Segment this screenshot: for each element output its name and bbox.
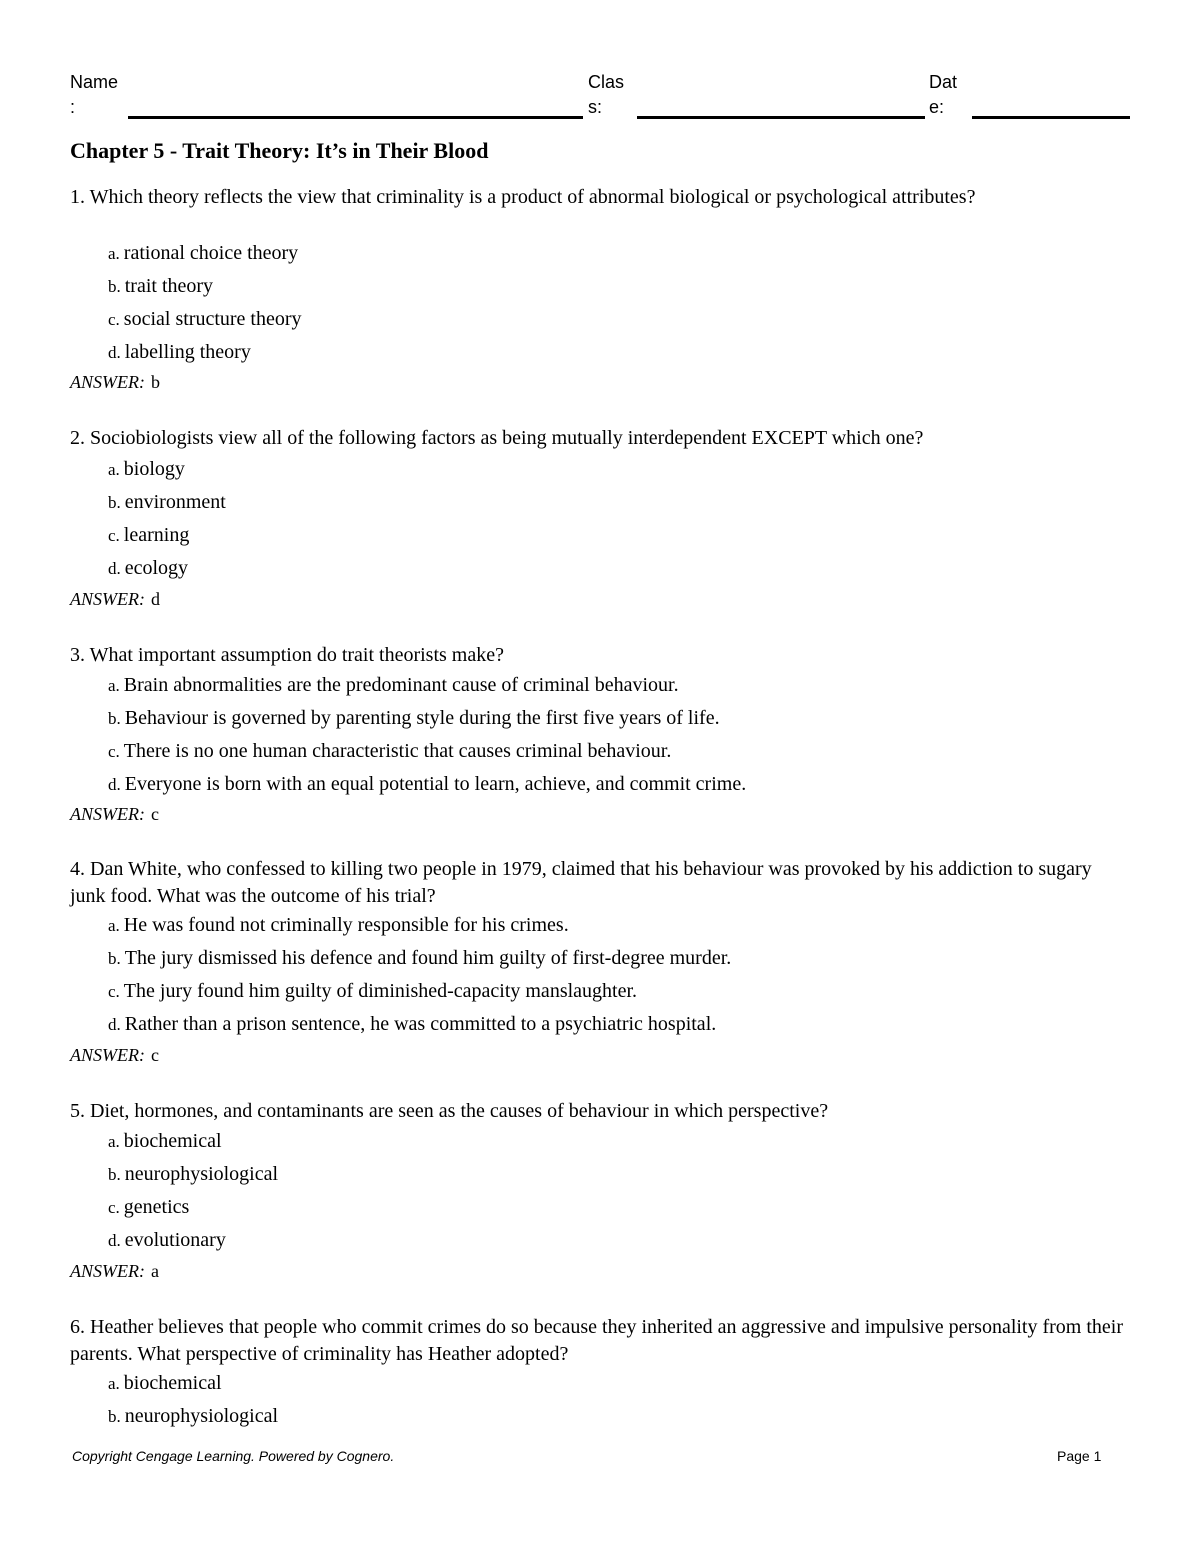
- date-label: Dat: [929, 72, 958, 92]
- option-letter: a.: [108, 244, 120, 263]
- option-text: biology: [123, 458, 185, 480]
- option-letter: a.: [108, 916, 120, 935]
- option-letter: d.: [108, 1231, 121, 1250]
- option-letter: b.: [108, 709, 121, 728]
- answer-label: ANSWER:: [70, 372, 145, 392]
- question-text: Heather believes that people who commit crimes do so because they inherited an aggressive and impulsive personality from their parents. What perspective of criminality has Heather adopted?: [70, 1316, 1124, 1365]
- option-text: Rather than a prison sentence, he was committed to a psychiatric hospital.: [124, 1013, 717, 1035]
- question-3-options: [108, 671, 746, 803]
- option-text: genetics: [123, 1196, 190, 1218]
- option-text: environment: [124, 491, 226, 513]
- option-d[interactable]: [108, 338, 302, 371]
- question-4: [70, 856, 1130, 910]
- option-text: Brain abnormalities are the predominant cause of criminal behaviour.: [123, 674, 679, 696]
- date-field-line[interactable]: [972, 116, 1130, 119]
- answer-value: c: [150, 804, 159, 824]
- question-6-options: [108, 1369, 278, 1435]
- option-a[interactable]: [108, 1369, 278, 1402]
- option-d[interactable]: [108, 770, 746, 803]
- option-letter: c.: [108, 982, 120, 1001]
- name-field-line[interactable]: [128, 116, 583, 119]
- option-text: evolutionary: [124, 1229, 226, 1251]
- option-text: labelling theory: [124, 341, 251, 363]
- option-text: biochemical: [123, 1372, 222, 1394]
- option-text: There is no one human characteristic that causes criminal behaviour.: [123, 740, 672, 762]
- option-letter: a.: [108, 460, 120, 479]
- option-letter: d.: [108, 1015, 121, 1034]
- option-c[interactable]: [108, 1193, 278, 1226]
- answer-value: d: [150, 589, 160, 609]
- option-b[interactable]: [108, 944, 731, 977]
- option-letter: b.: [108, 1407, 121, 1426]
- question-3: [70, 642, 1130, 669]
- option-text: Behaviour is governed by parenting style during the first five years of life.: [124, 707, 720, 729]
- name-label-colon: :: [70, 97, 76, 117]
- question-number: 5.: [70, 1100, 85, 1122]
- footer-page-number: Page 1: [1057, 1448, 1102, 1464]
- name-label: Name: [70, 72, 119, 92]
- answer-2: [70, 589, 160, 610]
- date-label-suffix: e:: [929, 97, 945, 117]
- question-4-options: [108, 911, 731, 1043]
- option-text: biochemical: [123, 1130, 222, 1152]
- option-c[interactable]: [108, 977, 731, 1010]
- question-text: Diet, hormones, and contaminants are seen as the causes of behaviour in which perspective?: [90, 1100, 829, 1122]
- option-letter: b.: [108, 277, 121, 296]
- question-number: 1.: [70, 186, 85, 208]
- answer-value: a: [150, 1261, 159, 1281]
- answer-5: [70, 1261, 159, 1282]
- option-letter: c.: [108, 310, 120, 329]
- question-number: 3.: [70, 644, 85, 666]
- option-c[interactable]: [108, 305, 302, 338]
- answer-label: ANSWER:: [70, 1261, 145, 1281]
- option-letter: d.: [108, 775, 121, 794]
- option-text: trait theory: [124, 275, 214, 297]
- option-c[interactable]: [108, 737, 746, 770]
- answer-4: [70, 1045, 159, 1066]
- question-1-options: [108, 239, 302, 371]
- question-number: 6.: [70, 1316, 85, 1338]
- question-1: [70, 184, 1130, 211]
- question-text: Dan White, who confessed to killing two people in 1979, claimed that his behaviour was provoked by his addiction to sugary junk food. What was the outcome of his trial?: [70, 858, 1092, 907]
- option-letter: d.: [108, 343, 121, 362]
- option-b[interactable]: [108, 272, 302, 305]
- page-title: Chapter 5 - Trait Theory: It’s in Their Blood: [70, 138, 489, 163]
- option-a[interactable]: [108, 455, 226, 488]
- option-d[interactable]: [108, 554, 226, 587]
- option-d[interactable]: [108, 1010, 731, 1043]
- option-text: rational choice theory: [123, 242, 299, 264]
- option-text: The jury found him guilty of diminished-capacity manslaughter.: [123, 980, 638, 1002]
- answer-value: b: [150, 372, 160, 392]
- option-a[interactable]: [108, 671, 746, 704]
- option-b[interactable]: [108, 704, 746, 737]
- option-c[interactable]: [108, 521, 226, 554]
- question-text: Sociobiologists view all of the following factors as being mutually interdependent EXCEPT which one?: [90, 427, 924, 449]
- option-letter: c.: [108, 742, 120, 761]
- option-letter: a.: [108, 1132, 120, 1151]
- option-text: Everyone is born with an equal potential to learn, achieve, and commit crime.: [124, 773, 747, 795]
- option-text: social structure theory: [123, 308, 302, 330]
- question-text: Which theory reflects the view that criminality is a product of abnormal biological or psychological attributes?: [89, 186, 976, 208]
- option-letter: c.: [108, 1198, 120, 1217]
- answer-label: ANSWER:: [70, 804, 145, 824]
- option-text: learning: [123, 524, 190, 546]
- option-a[interactable]: [108, 239, 302, 272]
- option-text: He was found not criminally responsible for his crimes.: [123, 914, 569, 936]
- option-a[interactable]: [108, 911, 731, 944]
- option-letter: b.: [108, 949, 121, 968]
- option-letter: b.: [108, 493, 121, 512]
- question-text: What important assumption do trait theorists make?: [89, 644, 504, 666]
- option-text: ecology: [124, 557, 189, 579]
- option-letter: a.: [108, 676, 120, 695]
- option-text: neurophysiological: [124, 1405, 279, 1427]
- option-letter: b.: [108, 1165, 121, 1184]
- option-a[interactable]: [108, 1127, 278, 1160]
- question-2-options: [108, 455, 226, 587]
- option-text: neurophysiological: [124, 1163, 279, 1185]
- question-number: 2.: [70, 427, 85, 449]
- answer-3: [70, 804, 159, 825]
- question-2: [70, 425, 1130, 452]
- answer-1: [70, 372, 160, 393]
- option-letter: d.: [108, 559, 121, 578]
- option-letter: c.: [108, 526, 120, 545]
- option-text: The jury dismissed his defence and found him guilty of first-degree murder.: [124, 947, 732, 969]
- question-6: [70, 1314, 1130, 1368]
- class-label: Clas: [588, 72, 625, 92]
- option-b[interactable]: [108, 488, 226, 521]
- answer-label: ANSWER:: [70, 589, 145, 609]
- answer-value: c: [150, 1045, 159, 1065]
- footer-copyright: Copyright Cengage Learning. Powered by Cognero.: [72, 1448, 395, 1464]
- option-letter: a.: [108, 1374, 120, 1393]
- question-5-options: [108, 1127, 278, 1259]
- option-d[interactable]: [108, 1226, 278, 1259]
- class-label-suffix: s:: [588, 97, 603, 117]
- option-b[interactable]: [108, 1160, 278, 1193]
- class-field-line[interactable]: [637, 116, 925, 119]
- option-b[interactable]: [108, 1402, 278, 1435]
- answer-label: ANSWER:: [70, 1045, 145, 1065]
- question-number: 4.: [70, 858, 85, 880]
- question-5: [70, 1098, 1130, 1125]
